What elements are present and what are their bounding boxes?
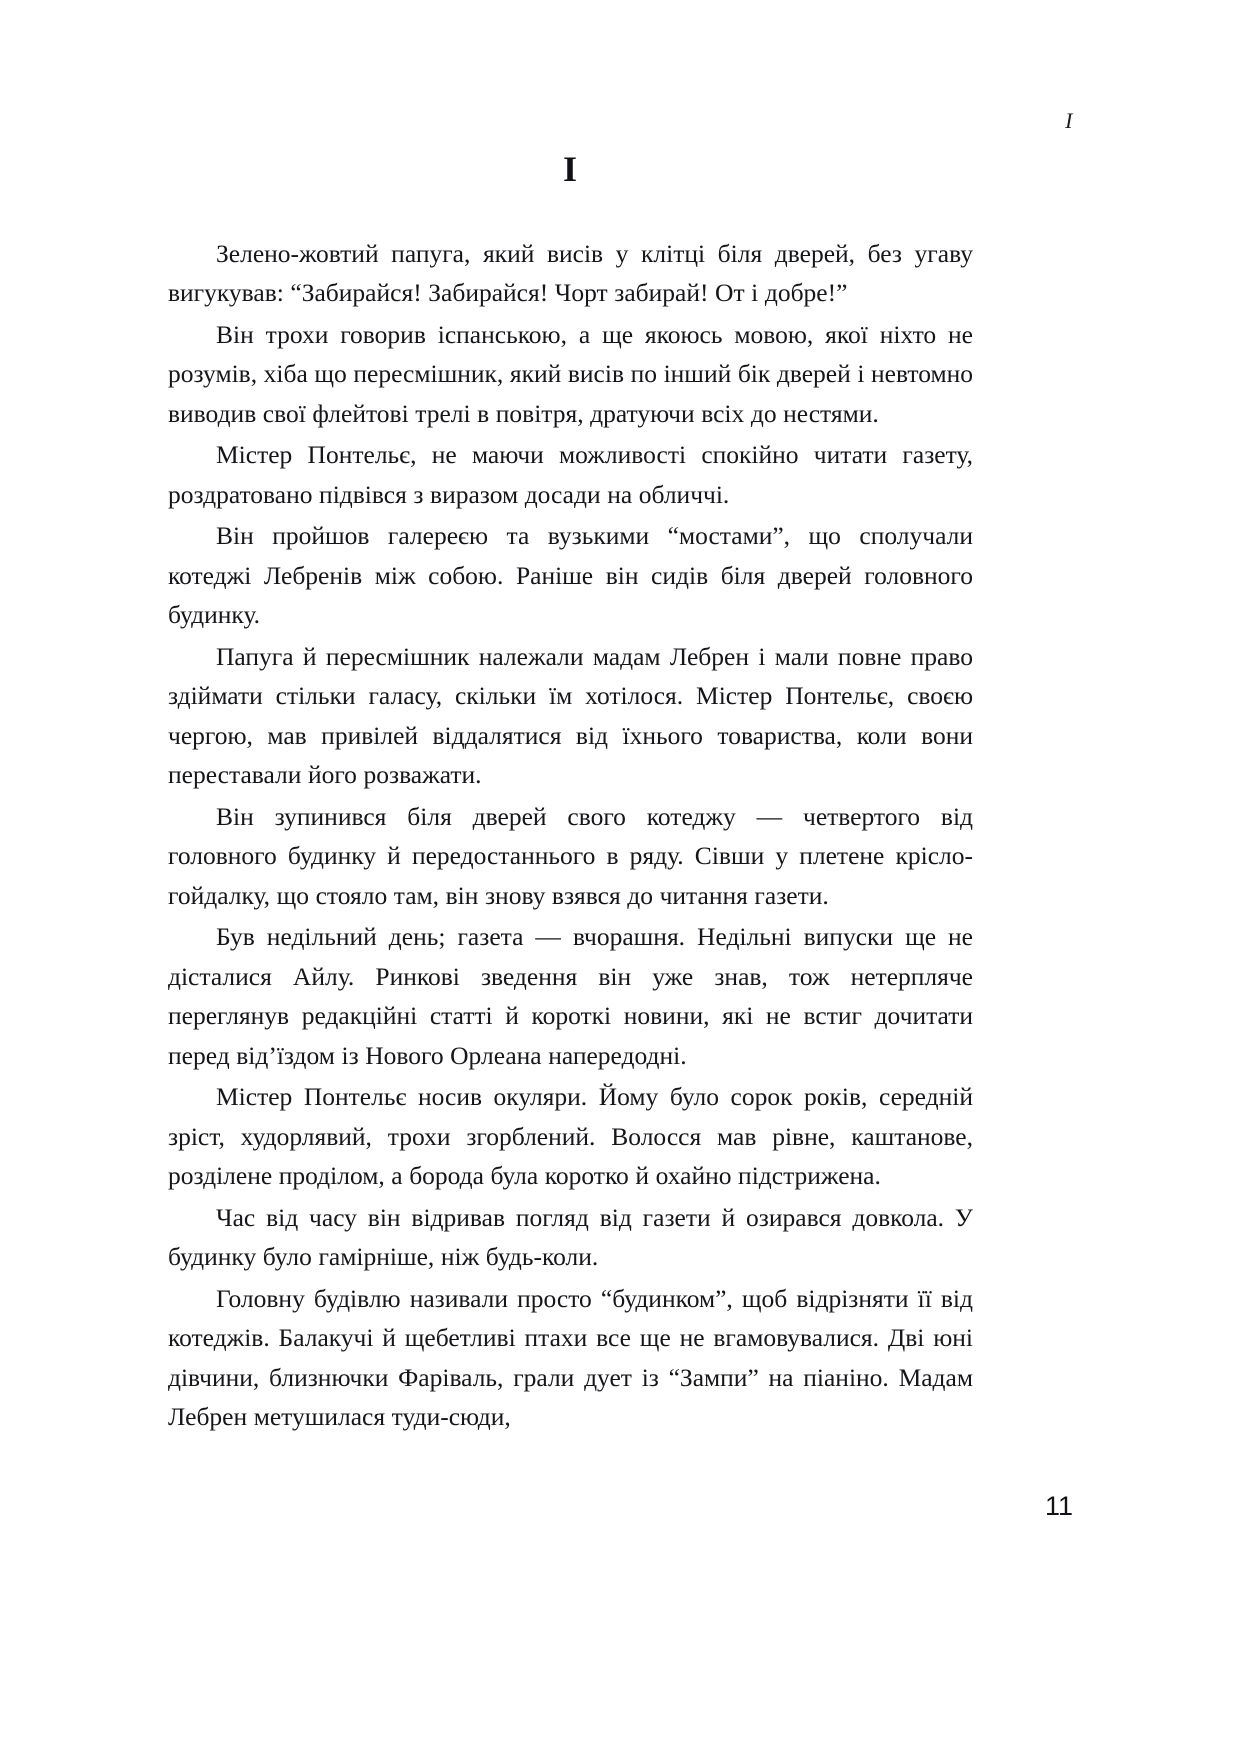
page-content	[168, 150, 973, 1439]
body-paragraph: Містер Понтельє, не маючи можливості спокійно читати газету, роздратовано підвівся з виразом досади на обличчі.	[168, 440, 973, 509]
body-paragraph: Він зупинився біля дверей свого котеджу — четвертого від головного будинку й передостаннього в ряду. Сівши у плетене крісло-гойдалку, що стояло там, він знову взявся до читання газети.	[168, 801, 973, 910]
body-paragraph: Зелено-жовтий папуга, який висів у клітці біля дверей, без угаву вигукував: “Забирайся! Забирайся! Чорт забирай! От і добре!”	[168, 238, 973, 308]
body-paragraph: Час від часу він відривав погляд від газети й озирався довкола. У будинку було гамірніше, ніж будь-коли.	[168, 1202, 973, 1272]
chapter-number-heading: I	[562, 149, 578, 189]
body-paragraph: Він трохи говорив іспанською, а ще якоюсь мовою, якої ніхто не розумів, хіба що пересмішник, який висів по інший бік дверей і невтомно виводив свої флейтові трелі в повітря, дратуючи всіх до нестями.	[168, 319, 973, 428]
body-paragraph: Папуга й пересмішник належали мадам Лебрен і мали повне право здіймати стільки галасу, скільки їм хотілося. Містер Понтельє, своєю чергою, мав привілей віддалятися від їхнього товариства, коли вони переставали його розважати.	[168, 641, 973, 790]
body-paragraph: Головну будівлю називали просто “будинком”, щоб відрізняти її від котеджів. Балакучі й щебетливі птахи все ще не вгамовувалися. Дві юні дівчини, близнючки Фаріваль, грали дует із “Зампи” на піаніно. Мадам Лебрен метушилася туди-сюди,	[168, 1283, 973, 1432]
page-number: 11	[1044, 1491, 1073, 1521]
body-paragraph: Містер Понтельє носив окуляри. Йому було сорок років, середній зріст, худорлявий, трохи згорблений. Волосся мав рівне, каштанове, розділене проділом, а борода була коротко й охайно підстрижена.	[168, 1082, 973, 1191]
body-paragraph: Був недільний день; газета — вчорашня. Недільні випуски ще не дісталися Айлу. Ринкові зведення він уже знав, тож нетерпляче переглянув редакційні статті й короткі новини, які не встиг дочитати перед від’їздом із Нового Орлеана напередодні.	[168, 922, 973, 1070]
body-paragraph: Він пройшов галереєю та вузькими “мостами”, що сполучали котеджі Лебренів між собою. Раніше він сидів біля дверей головного будинку.	[168, 521, 973, 630]
running-head: I	[1065, 108, 1073, 133]
